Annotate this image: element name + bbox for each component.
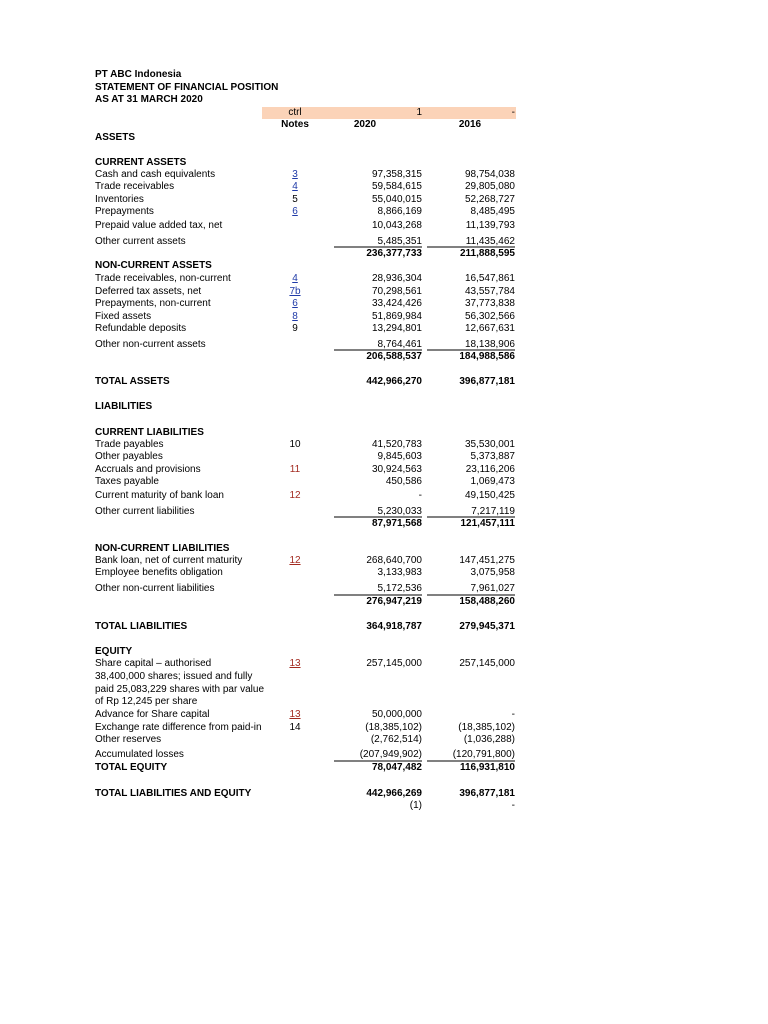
note-reference[interactable]: 7b bbox=[289, 286, 301, 297]
value-2016: 184,988,586 bbox=[459, 351, 515, 362]
value-2020: 5,230,033 bbox=[377, 506, 422, 517]
note-reference: 10 bbox=[289, 439, 301, 450]
value-2020: 13,294,801 bbox=[371, 323, 422, 334]
value-2016: 5,373,887 bbox=[470, 451, 515, 462]
row-label: paid 25,083,229 shares with par value bbox=[95, 684, 265, 695]
value-2016: 279,945,371 bbox=[459, 621, 515, 632]
value-2020: 3,133,983 bbox=[377, 567, 422, 578]
note-reference: 12 bbox=[289, 490, 301, 501]
note-reference: 14 bbox=[289, 722, 301, 733]
row-label: Taxes payable bbox=[95, 476, 159, 487]
value-2020: 51,869,984 bbox=[371, 311, 422, 322]
ctrl-value-2016: - bbox=[511, 107, 515, 118]
value-2016: 49,150,425 bbox=[464, 490, 515, 501]
row-label: TOTAL LIABILITIES bbox=[95, 621, 188, 632]
value-2016: 98,754,038 bbox=[464, 169, 515, 180]
note-reference[interactable]: 12 bbox=[289, 555, 301, 566]
value-2020: 8,764,461 bbox=[377, 339, 422, 350]
note-reference: 9 bbox=[292, 323, 298, 334]
value-2020: 97,358,315 bbox=[371, 169, 422, 180]
value-2016: 8,485,495 bbox=[470, 206, 515, 217]
value-2016: 7,217,119 bbox=[471, 506, 515, 517]
row-label: Prepayments bbox=[95, 206, 154, 217]
row-label: Refundable deposits bbox=[95, 323, 187, 334]
row-label: Accruals and provisions bbox=[95, 464, 201, 475]
value-2016: 116,931,810 bbox=[459, 762, 515, 773]
value-2016: 23,116,206 bbox=[465, 464, 515, 475]
value-2020: 206,588,537 bbox=[366, 351, 422, 362]
note-reference[interactable]: 4 bbox=[292, 181, 298, 192]
value-2020: 59,584,615 bbox=[371, 181, 422, 192]
row-label: Advance for Share capital bbox=[95, 709, 210, 720]
row-label: Other non-current liabilities bbox=[95, 583, 215, 594]
value-2020: 442,966,270 bbox=[366, 376, 422, 387]
value-2020: (18,385,102) bbox=[365, 722, 422, 733]
value-2016: 396,877,181 bbox=[459, 376, 515, 387]
value-2016: 158,488,260 bbox=[459, 596, 515, 607]
value-2020: 50,000,000 bbox=[371, 709, 422, 720]
row-label: TOTAL LIABILITIES AND EQUITY bbox=[95, 788, 252, 799]
row-label: TOTAL EQUITY bbox=[95, 762, 168, 773]
value-2020: (1) bbox=[409, 800, 422, 811]
row-label: Prepayments, non-current bbox=[95, 298, 211, 309]
row-label: Other non-current assets bbox=[95, 339, 206, 350]
row-label: Current maturity of bank loan bbox=[95, 490, 224, 501]
value-2020: 364,918,787 bbox=[366, 621, 422, 632]
row-label: Prepaid value added tax, net bbox=[95, 220, 223, 231]
value-2016: 257,145,000 bbox=[459, 658, 515, 669]
note-reference[interactable]: 6 bbox=[292, 206, 298, 217]
value-2020: 236,377,733 bbox=[366, 248, 422, 259]
row-label: EQUITY bbox=[95, 646, 133, 657]
value-2020: 33,424,426 bbox=[371, 298, 422, 309]
value-2020: 30,924,563 bbox=[371, 464, 422, 475]
row-label: CURRENT ASSETS bbox=[95, 157, 187, 168]
value-2016: 18,138,906 bbox=[464, 339, 515, 350]
value-2016: 12,667,631 bbox=[464, 323, 515, 334]
row-label: Other reserves bbox=[95, 734, 162, 745]
value-2016: (1,036,288) bbox=[463, 734, 515, 745]
row-label: ASSETS bbox=[95, 132, 136, 143]
row-label: NON-CURRENT ASSETS bbox=[95, 260, 212, 271]
value-2016: 37,773,838 bbox=[464, 298, 515, 309]
row-label: LIABILITIES bbox=[95, 401, 153, 412]
row-label: Cash and cash equivalents bbox=[95, 169, 216, 180]
value-2020: 87,971,568 bbox=[371, 518, 422, 529]
note-reference[interactable]: 8 bbox=[292, 311, 298, 322]
row-label: of Rp 12,245 per share bbox=[95, 696, 198, 707]
value-2016: 52,268,727 bbox=[464, 194, 515, 205]
value-2016: 1,069,473 bbox=[470, 476, 515, 487]
row-label: Bank loan, net of current maturity bbox=[95, 555, 243, 566]
ctrl-value-2020: 1 bbox=[416, 107, 422, 118]
year-2020-column-header: 2020 bbox=[353, 119, 377, 130]
row-label: Exchange rate difference from paid-in bbox=[95, 722, 262, 733]
company-name: PT ABC Indonesia bbox=[95, 69, 182, 80]
row-label: NON-CURRENT LIABILITIES bbox=[95, 543, 230, 554]
row-label: Other current liabilities bbox=[95, 506, 195, 517]
note-reference: 11 bbox=[289, 464, 301, 475]
value-2016: 396,877,181 bbox=[459, 788, 515, 799]
value-2020: 257,145,000 bbox=[366, 658, 422, 669]
value-2020: (2,762,514) bbox=[370, 734, 422, 745]
value-2020: 55,040,015 bbox=[371, 194, 422, 205]
row-label: Trade receivables, non-current bbox=[95, 273, 231, 284]
value-2016: 35,530,001 bbox=[464, 439, 515, 450]
value-2016: 147,451,275 bbox=[459, 555, 515, 566]
value-2020: 268,640,700 bbox=[366, 555, 422, 566]
statement-date: AS AT 31 MARCH 2020 bbox=[95, 94, 203, 105]
row-label: Fixed assets bbox=[95, 311, 152, 322]
note-reference[interactable]: 13 bbox=[289, 658, 301, 669]
note-reference[interactable]: 4 bbox=[292, 273, 298, 284]
row-label: Inventories bbox=[95, 194, 144, 205]
row-label: Deferred tax assets, net bbox=[95, 286, 202, 297]
ctrl-label: ctrl bbox=[288, 107, 302, 118]
value-2016: - bbox=[511, 709, 515, 720]
row-label: TOTAL ASSETS bbox=[95, 376, 170, 387]
row-label: Accumulated losses bbox=[95, 749, 184, 760]
value-2016: 56,302,566 bbox=[464, 311, 515, 322]
year-2016-column-header: 2016 bbox=[458, 119, 482, 130]
value-2016: 16,547,861 bbox=[464, 273, 515, 284]
value-2020: - bbox=[418, 490, 422, 501]
note-reference[interactable]: 13 bbox=[289, 709, 301, 720]
row-label: Share capital – authorised bbox=[95, 658, 212, 669]
value-2016: (120,791,800) bbox=[452, 749, 515, 760]
note-reference[interactable]: 6 bbox=[292, 298, 298, 309]
note-reference[interactable]: 3 bbox=[292, 169, 298, 180]
note-reference: 5 bbox=[292, 194, 298, 205]
row-label: CURRENT LIABILITIES bbox=[95, 427, 204, 438]
value-2016: 211,888,595 bbox=[459, 248, 515, 259]
value-2020: 8,866,169 bbox=[377, 206, 422, 217]
value-2020: 10,043,268 bbox=[371, 220, 422, 231]
value-2020: 5,172,536 bbox=[377, 583, 422, 594]
value-2020: 9,845,603 bbox=[377, 451, 422, 462]
value-2016: 121,457,111 bbox=[460, 518, 515, 529]
value-2020: 276,947,219 bbox=[366, 596, 422, 607]
value-2020: 442,966,269 bbox=[366, 788, 422, 799]
row-label: Other current assets bbox=[95, 236, 186, 247]
value-2020: 70,298,561 bbox=[371, 286, 422, 297]
statement-title: STATEMENT OF FINANCIAL POSITION bbox=[95, 82, 279, 93]
notes-column-header: Notes bbox=[281, 119, 309, 130]
value-2020: 5,485,351 bbox=[377, 236, 422, 247]
row-label: Other payables bbox=[95, 451, 163, 462]
value-2020: 28,936,304 bbox=[371, 273, 422, 284]
row-label: Trade receivables bbox=[95, 181, 175, 192]
value-2016: 11,139,793 bbox=[465, 220, 515, 231]
value-2020: 450,586 bbox=[385, 476, 422, 487]
value-2016: 43,557,784 bbox=[464, 286, 515, 297]
value-2016: - bbox=[511, 800, 515, 811]
value-2020: 41,520,783 bbox=[371, 439, 422, 450]
value-2020: (207,949,902) bbox=[359, 749, 422, 760]
value-2016: 29,805,080 bbox=[464, 181, 515, 192]
value-2016: 7,961,027 bbox=[470, 583, 515, 594]
value-2016: 11,435,462 bbox=[465, 236, 515, 247]
value-2020: 78,047,482 bbox=[371, 762, 422, 773]
value-2016: 3,075,958 bbox=[470, 567, 515, 578]
row-label: Trade payables bbox=[95, 439, 164, 450]
value-2016: (18,385,102) bbox=[458, 722, 515, 733]
row-label: Employee benefits obligation bbox=[95, 567, 223, 578]
row-label: 38,400,000 shares; issued and fully bbox=[95, 671, 253, 682]
